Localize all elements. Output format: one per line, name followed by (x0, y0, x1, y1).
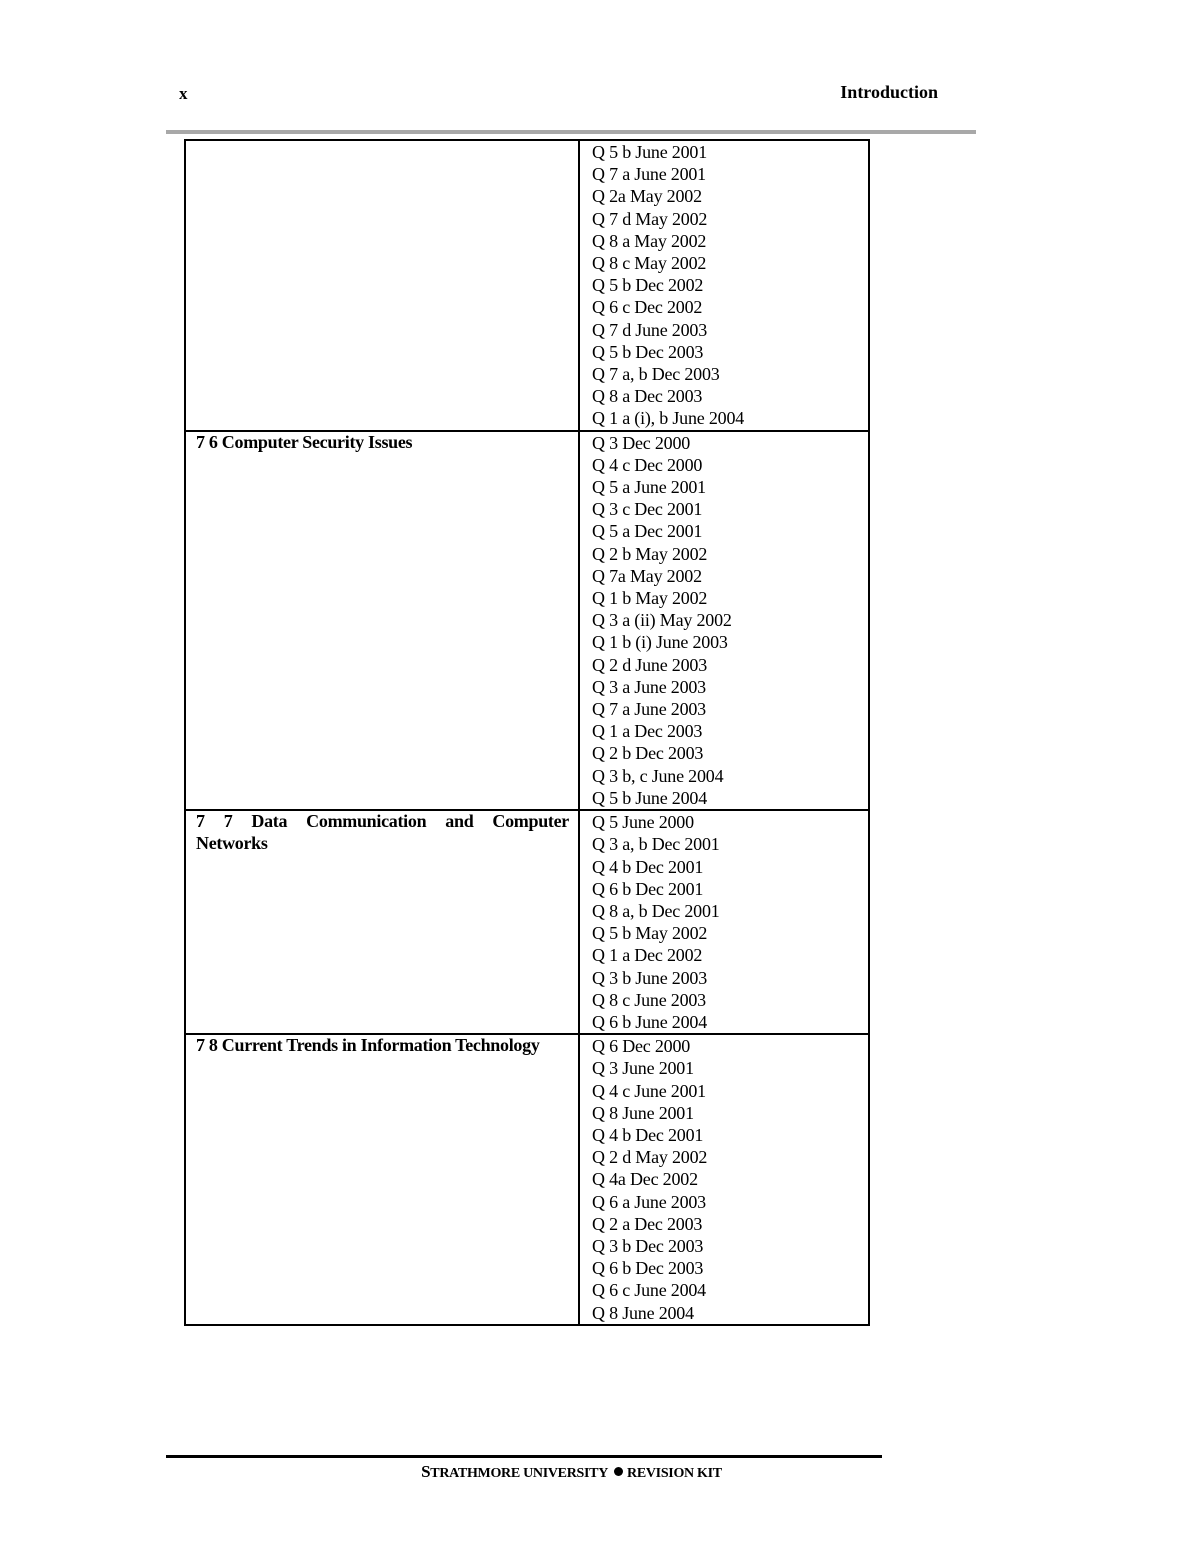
question-ref: Q 8 c May 2002 (592, 253, 707, 274)
question-ref: Q 7 d May 2002 (592, 208, 708, 229)
question-ref: Q 4a Dec 2002 (592, 1169, 698, 1190)
question-ref: Q 6 Dec 2000 (592, 1036, 691, 1057)
question-ref: Q 2 b Dec 2003 (592, 743, 704, 764)
question-ref: Q 4 c June 2001 (592, 1080, 706, 1101)
question-refs-cell (579, 810, 869, 1034)
table-row (185, 1034, 869, 1325)
question-ref: Q 4 b Dec 2001 (592, 856, 704, 877)
question-ref: Q 7 a June 2001 (592, 164, 706, 185)
question-ref: Q 2 b May 2002 (592, 543, 708, 564)
footer (0, 1462, 1143, 1482)
footer-initial: S (421, 1462, 431, 1481)
footer-kit: REVISION KIT (627, 1466, 722, 1481)
question-ref: Q 7 d June 2003 (592, 319, 707, 340)
question-ref: Q 5 a June 2001 (592, 477, 706, 498)
running-header-title: Introduction (840, 82, 938, 102)
question-ref: Q 3 a (ii) May 2002 (592, 610, 732, 631)
question-ref: Q 3 Dec 2000 (592, 432, 691, 453)
question-ref: Q 2 d June 2003 (592, 654, 707, 675)
question-ref: Q 3 c Dec 2001 (592, 499, 703, 520)
question-ref: Q 7 a June 2003 (592, 699, 706, 720)
topic-cell: 7 6 Computer Security Issues (185, 431, 579, 810)
question-ref: Q 7 a, b Dec 2003 (592, 364, 720, 385)
question-ref: Q 3 b June 2003 (592, 967, 707, 988)
page-number: x (179, 84, 188, 103)
question-ref: Q 8 a, b Dec 2001 (592, 900, 720, 921)
question-ref: Q 5 a Dec 2001 (592, 521, 703, 542)
question-ref: Q 8 June 2004 (592, 1302, 694, 1323)
question-ref: Q 7a May 2002 (592, 565, 702, 586)
question-ref: Q 4 c Dec 2000 (592, 454, 703, 475)
question-ref: Q 5 b Dec 2003 (592, 341, 704, 362)
question-refs-cell (579, 1034, 869, 1325)
question-ref: Q 8 a May 2002 (592, 230, 707, 251)
topic-cell: 7 7 Data Communication and Computer Networks (185, 810, 579, 1034)
question-ref: Q 5 b June 2001 (592, 142, 707, 162)
question-ref: Q 1 b May 2002 (592, 588, 708, 609)
question-ref: Q 1 a Dec 2002 (592, 945, 703, 966)
question-ref: Q 8 a Dec 2003 (592, 386, 703, 407)
question-ref: Q 3 b, c June 2004 (592, 765, 724, 786)
topic-cell (185, 140, 579, 431)
question-ref: Q 8 c June 2003 (592, 989, 706, 1010)
question-ref: Q 1 a (i), b June 2004 (592, 408, 745, 429)
question-ref: Q 3 b Dec 2003 (592, 1235, 704, 1256)
question-ref: Q 2a May 2002 (592, 186, 702, 207)
question-ref: Q 6 b Dec 2001 (592, 878, 704, 899)
question-ref: Q 5 b Dec 2002 (592, 275, 704, 296)
footer-university: TRATHMORE UNIVERSITY (430, 1466, 609, 1481)
question-refs-cell (579, 431, 869, 810)
question-ref: Q 6 b June 2004 (592, 1011, 707, 1032)
question-ref: Q 6 a June 2003 (592, 1191, 706, 1212)
table-row (185, 431, 869, 810)
question-ref: Q 6 c Dec 2002 (592, 297, 703, 318)
question-ref: Q 6 b Dec 2003 (592, 1258, 704, 1279)
question-ref: Q 1 b (i) June 2003 (592, 632, 728, 653)
question-ref: Q 1 a Dec 2003 (592, 721, 703, 742)
question-ref: Q 4 b Dec 2001 (592, 1124, 704, 1145)
question-ref: Q 2 a Dec 2003 (592, 1213, 703, 1234)
question-refs-cell (579, 140, 869, 431)
exam-question-table (184, 139, 870, 1326)
bullet-icon (614, 1467, 623, 1476)
topic-cell: 7 8 Current Trends in Information Technology (185, 1034, 579, 1325)
question-ref: Q 5 June 2000 (592, 812, 694, 833)
table-row (185, 140, 869, 431)
header-rule (166, 130, 976, 134)
question-ref: Q 8 June 2001 (592, 1102, 694, 1123)
question-ref: Q 2 d May 2002 (592, 1147, 708, 1168)
question-ref: Q 6 c June 2004 (592, 1280, 706, 1301)
footer-rule (166, 1455, 882, 1458)
question-ref: Q 3 a, b Dec 2001 (592, 834, 720, 855)
question-ref: Q 5 b May 2002 (592, 923, 708, 944)
table-row (185, 810, 869, 1034)
question-ref: Q 3 June 2001 (592, 1058, 694, 1079)
table-body (185, 140, 869, 1325)
question-ref: Q 3 a June 2003 (592, 676, 706, 697)
question-ref: Q 5 b June 2004 (592, 787, 707, 808)
